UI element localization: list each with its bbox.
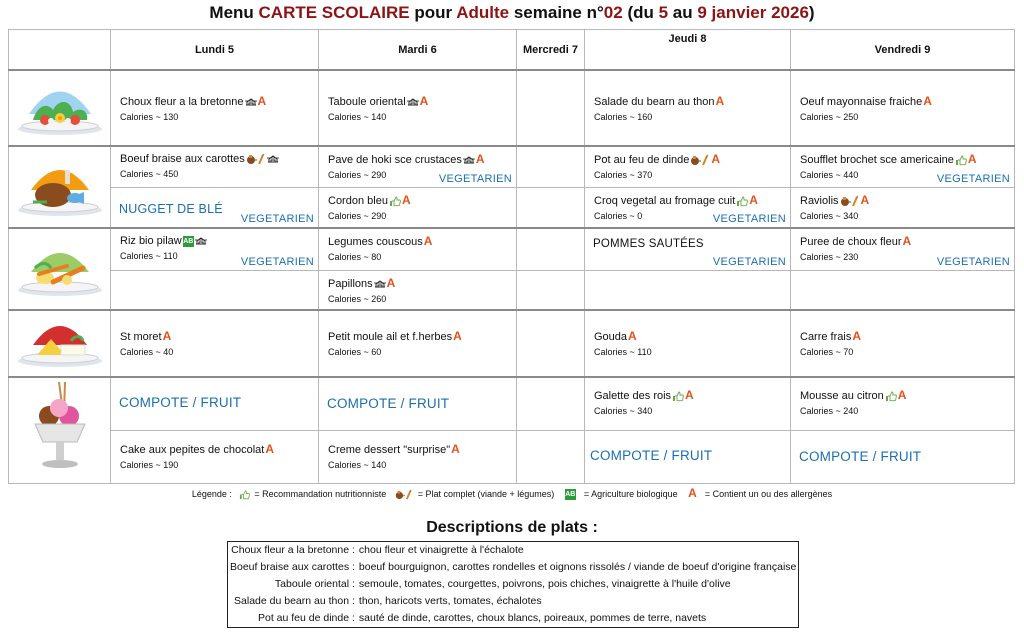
cell-dessert1-mardi — [319, 377, 517, 430]
dish-name: Puree de choux fleur — [800, 236, 902, 248]
dish-name: Galette des rois — [594, 390, 672, 402]
dish-name: St moret — [120, 331, 162, 343]
thumb-up-icon — [955, 154, 967, 166]
allergen-icon: A — [967, 152, 977, 166]
cell-plat1-mercredi — [517, 146, 585, 187]
dish-name: Cordon bleu — [328, 194, 388, 207]
calories: Calories ~ 370 — [594, 170, 653, 180]
dish-name: Papillons — [328, 277, 373, 290]
vegetarian-label: VEGETARIEN — [438, 172, 512, 185]
cell-accomp2-jeudi — [585, 270, 791, 310]
allergen-icon: A — [401, 192, 411, 207]
cell-fromage-jeudi — [585, 310, 791, 377]
dish-name: Soufflet brochet sce americaine — [800, 154, 954, 166]
calories: Calories ~ 60 — [328, 347, 382, 357]
dish-name: Taboule oriental — [328, 96, 406, 108]
allergen-icon: A — [419, 94, 429, 108]
description-row: Pot au feu de dinde : sauté de dinde, carottes, choux blancs, poireaux, pommes de terre, navets — [257, 612, 707, 624]
cell-entree-mercredi — [517, 70, 585, 146]
cell-dessert1-lundi — [111, 377, 319, 430]
cell-accomp2-mercredi — [517, 270, 585, 310]
cell-accomp1-lundi — [111, 228, 319, 270]
allergen-icon: A — [265, 441, 274, 456]
day-header-lundi: Lundi 5 — [111, 30, 319, 71]
allergen-icon: A — [423, 234, 433, 248]
allergen-icon: A — [162, 329, 172, 343]
homemade-icon — [267, 154, 279, 164]
homemade-icon — [407, 97, 419, 107]
vegetarian-label: VEGETARIEN — [240, 213, 314, 225]
cell-accomp2-lundi — [111, 270, 319, 310]
vegetarian-label: VEGETARIEN — [240, 255, 314, 268]
dish-name: Pot au feu de dinde — [594, 154, 690, 166]
day-header-mardi: Mardi 6 — [319, 30, 517, 71]
dish-name: Oeuf mayonnaise fraiche — [800, 96, 923, 108]
dish-name: Riz bio pilaw — [120, 235, 182, 247]
cell-plat1-lundi — [111, 146, 319, 187]
homemade-icon — [245, 97, 257, 107]
allergen-icon: A — [685, 388, 694, 402]
cell-accomp1-mardi — [319, 228, 517, 270]
dish-name: POMMES SAUTÉES — [593, 238, 704, 250]
cell-dessert2-vendredi — [791, 430, 1015, 483]
complete-meal-icon — [840, 195, 860, 207]
descriptions-table — [227, 541, 799, 628]
calories: Calories ~ 0 — [594, 210, 643, 221]
dish-name: Choux fleur a la bretonne — [120, 96, 244, 108]
calories: Calories ~ 140 — [328, 459, 387, 470]
calories: Calories ~ 340 — [800, 210, 859, 221]
cell-entree-mardi — [319, 70, 517, 146]
calories: Calories ~ 290 — [328, 170, 387, 180]
calories: Calories ~ 260 — [328, 293, 387, 304]
cell-fromage-vendredi — [791, 310, 1015, 377]
day-header-jeudi: Jeudi 8 — [585, 30, 791, 71]
main-dish-plate-image — [9, 146, 111, 228]
thumb-up-icon — [389, 195, 401, 207]
calories: Calories ~ 290 — [328, 210, 387, 221]
menu-table — [8, 29, 1015, 484]
allergen-icon: A — [902, 234, 912, 248]
bio-label-icon: AB — [183, 237, 194, 245]
dish-name: Boeuf braise aux carottes — [120, 153, 245, 165]
allergen-icon: A — [852, 329, 862, 343]
cell-plat1-jeudi — [585, 146, 791, 187]
dish-name: NUGGET DE BLÉ — [119, 201, 223, 216]
homemade-icon — [463, 155, 475, 165]
cell-plat2-lundi — [111, 187, 319, 228]
legend: Légende : = Recommandation nutritionniste = Plat complet (viande + légumes) AB = Agriculture biologique A = Contient un ou des allergènes — [191, 486, 833, 500]
dish-name: COMPOTE / FRUIT — [327, 396, 450, 411]
calories: Calories ~ 110 — [120, 251, 178, 261]
allergen-icon: A — [749, 192, 758, 207]
dish-name: COMPOTE / FRUIT — [119, 395, 242, 410]
calories: Calories ~ 40 — [120, 347, 174, 357]
cell-dessert2-lundi — [111, 430, 319, 483]
dish-name: Raviolis — [800, 194, 839, 207]
cheese-plate-image — [9, 310, 111, 377]
cell-accomp2-vendredi — [791, 270, 1015, 310]
allergen-icon: A — [860, 192, 870, 207]
vegetarian-label: VEGETARIEN — [712, 255, 786, 268]
dish-name: COMPOTE / FRUIT — [590, 447, 713, 463]
cell-plat2-jeudi — [585, 187, 791, 228]
salad-plate-image — [9, 70, 111, 146]
homemade-icon — [195, 236, 207, 246]
allergen-icon: A — [688, 486, 697, 500]
dish-name: Carre frais — [800, 331, 852, 343]
calories: Calories ~ 80 — [328, 252, 382, 262]
dish-name: Salade du bearn au thon — [594, 96, 715, 108]
menu-title: Menu CARTE SCOLAIRE pour Adulte semaine n°02 (du 5 au 9 janvier 2026) — [209, 3, 815, 22]
thumb-up-icon — [672, 390, 684, 402]
description-row: Choux fleur a la bretonne : chou fleur et vinaigrette à l'échalote — [231, 544, 524, 556]
calories: Calories ~ 440 — [800, 170, 859, 180]
day-header-vendredi: Vendredi 9 — [791, 30, 1015, 71]
calories: Calories ~ 230 — [800, 252, 859, 262]
cell-fromage-lundi — [111, 310, 319, 377]
cell-entree-jeudi — [585, 70, 791, 146]
cell-dessert2-jeudi — [585, 430, 791, 483]
allergen-icon: A — [923, 94, 932, 108]
descriptions-title: Descriptions de plats : — [426, 519, 598, 536]
dish-name: Mousse au citron — [800, 390, 884, 402]
cell-dessert2-mardi — [319, 430, 517, 483]
cell-plat2-vendredi — [791, 187, 1015, 228]
cell-plat2-mardi — [319, 187, 517, 228]
thumb-up-icon — [736, 195, 748, 207]
calories: Calories ~ 70 — [800, 347, 854, 357]
allergen-icon: A — [715, 94, 725, 108]
dish-name: Cake aux pepites de chocolat — [120, 443, 265, 456]
cell-plat1-mardi — [319, 146, 517, 187]
vegetables-plate-image — [9, 228, 111, 310]
bio-label-icon: AB — [565, 491, 576, 499]
calories: Calories ~ 110 — [594, 347, 652, 357]
allergen-icon: A — [897, 388, 907, 402]
cell-plat1-vendredi — [791, 146, 1015, 187]
corner-cell — [9, 30, 111, 71]
calories: Calories ~ 130 — [120, 112, 179, 122]
description-row: Taboule oriental : semoule, tomates, courgettes, poivrons, pois chiches, vinaigrette à l'huile d'olive — [274, 578, 731, 590]
allergen-icon: A — [628, 329, 637, 343]
homemade-icon — [374, 279, 386, 289]
cell-entree-lundi — [111, 70, 319, 146]
dish-name: Gouda — [594, 331, 628, 343]
cell-entree-vendredi — [791, 70, 1015, 146]
allergen-icon: A — [453, 329, 462, 343]
calories: Calories ~ 250 — [800, 112, 859, 122]
cell-accomp1-mercredi — [517, 228, 585, 270]
calories: Calories ~ 140 — [328, 112, 387, 122]
allergen-icon: A — [451, 441, 460, 456]
ice-cream-image — [9, 377, 111, 484]
cell-fromage-mardi — [319, 310, 517, 377]
complete-meal-icon — [246, 153, 266, 165]
dish-name: Pave de hoki sce crustaces — [328, 154, 462, 166]
day-header-mercredi: Mercredi 7 — [517, 30, 585, 71]
cell-accomp1-vendredi — [791, 228, 1015, 270]
cell-fromage-mercredi — [517, 310, 585, 377]
dish-name: Legumes couscous — [328, 236, 423, 248]
vegetarian-label: VEGETARIEN — [936, 172, 1010, 185]
calories: Calories ~ 160 — [594, 112, 653, 122]
description-row: Salade du bearn au thon : thon, haricots verts, tomates, échalotes — [234, 595, 542, 607]
thumb-up-icon — [239, 489, 250, 500]
vegetarian-label: VEGETARIEN — [936, 255, 1010, 268]
vegetarian-label: VEGETARIEN — [712, 213, 786, 225]
allergen-icon: A — [257, 94, 267, 108]
description-row: Boeuf braise aux carottes : boeuf bourguignon, carottes rondelles et oignons rissolés / viande de boeuf d'origine française — [230, 561, 797, 573]
cell-dessert1-vendredi — [791, 377, 1015, 430]
dish-name: Croq vegetal au fromage cuit — [594, 194, 736, 207]
cell-dessert1-mercredi — [517, 377, 585, 430]
allergen-icon: A — [711, 152, 721, 166]
dish-name: Creme dessert "surprise" — [328, 443, 451, 456]
complete-meal-icon — [394, 489, 414, 500]
calories: Calories ~ 240 — [800, 406, 859, 416]
allergen-icon: A — [386, 275, 396, 290]
cell-dessert1-jeudi — [585, 377, 791, 430]
dish-name: COMPOTE / FRUIT — [799, 448, 922, 464]
allergen-icon: A — [475, 152, 485, 166]
cell-dessert2-mercredi — [517, 430, 585, 483]
cell-accomp1-jeudi — [585, 228, 791, 270]
cell-accomp2-mardi — [319, 270, 517, 310]
thumb-up-icon — [885, 390, 897, 402]
cell-plat2-mercredi — [517, 187, 585, 228]
complete-meal-icon — [690, 154, 710, 166]
dish-name: Petit moule ail et f.herbes — [328, 331, 453, 343]
calories: Calories ~ 190 — [120, 459, 179, 470]
calories: Calories ~ 450 — [120, 169, 179, 179]
calories: Calories ~ 340 — [594, 406, 653, 416]
